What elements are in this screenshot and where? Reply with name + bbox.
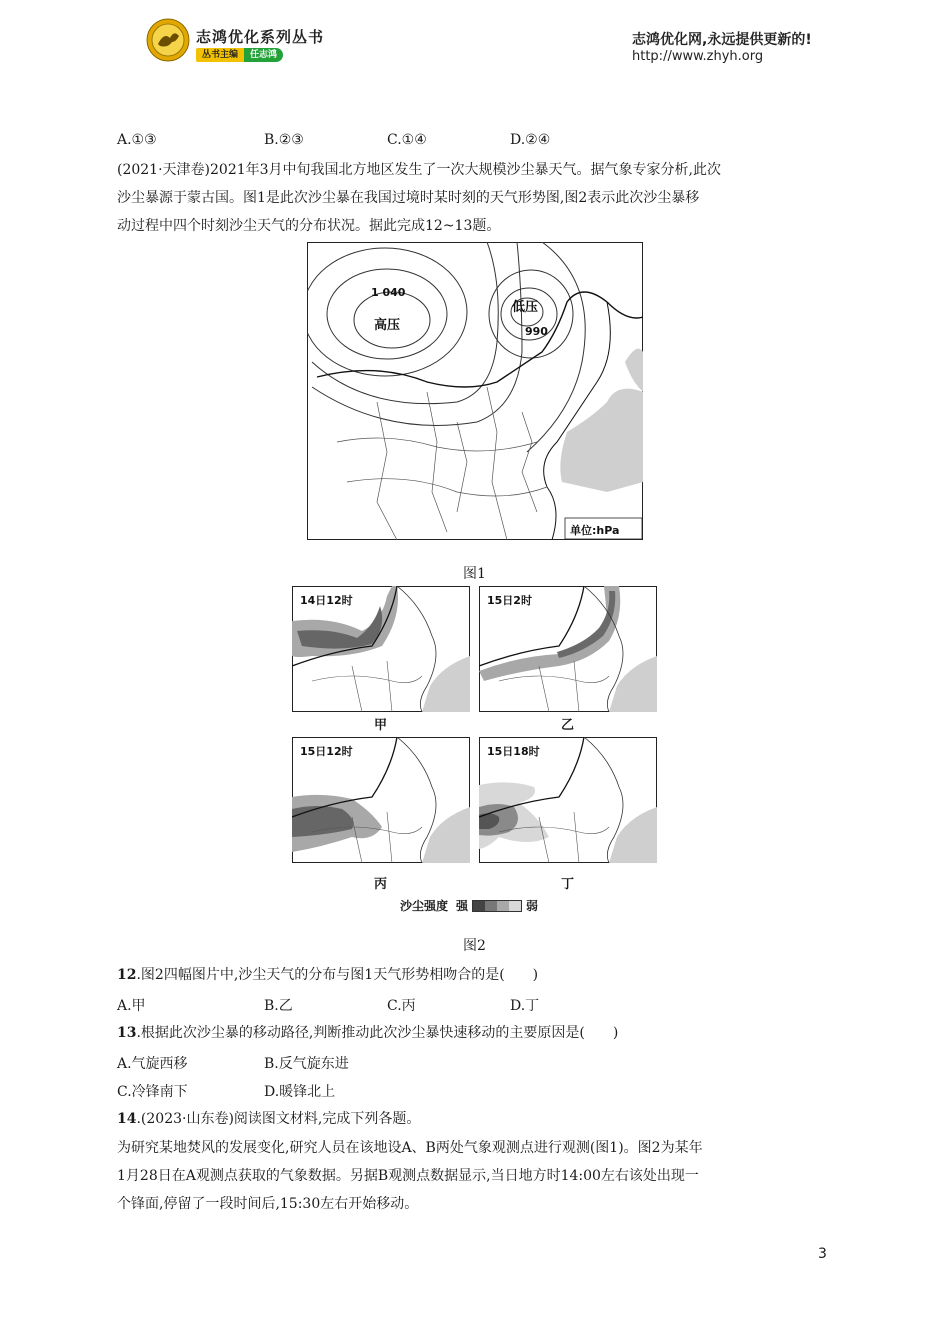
dust-intensity-legend [400,897,538,914]
isobar-990-label: 990 [525,325,548,338]
legend-title: 沙尘强度 [400,899,449,913]
q12-number: 12 [117,967,137,983]
isobar-1040-label: 1 040 [371,286,406,299]
page-number: 3 [818,1246,827,1262]
panel-bing-time: 15日12时 [300,745,353,758]
legend-strong: 强 [456,899,469,913]
q12-option-b: B.乙 [264,998,293,1014]
q13-stem [117,1023,618,1043]
panel-yi-label: 乙 [561,718,575,733]
figure2-panel-bing [292,737,470,863]
slogan: 志鸿优化网,永远提供更新的! [632,32,812,48]
publisher-logo [146,18,190,62]
q14-number: 14 [117,1111,137,1127]
figure1-weather-map [307,242,643,540]
q13-option-c: C.冷锋南下 [117,1084,188,1100]
q14-stem [117,1109,420,1129]
legend-scale [472,900,522,912]
figure1-caption: 图1 [463,566,486,582]
figure2-caption: 图2 [463,938,486,954]
q13-text: .根据此次沙尘暴的移动路径,判断推动此次沙尘暴快速移动的主要原因是( ) [136,1025,619,1041]
figure2-panel-jia [292,586,470,712]
prev-option-c: C.①④ [387,132,427,148]
q14-line-1: 为研究某地焚风的发展变化,研究人员在该地设A、B两处气象观测点进行观测(图1)。图2为某年 [117,1140,703,1156]
q12-stem [117,965,538,985]
prev-option-d: D.②④ [510,132,551,148]
unit-label: 单位:hPa [570,524,620,537]
q12-option-c: C.丙 [387,998,416,1014]
editor-bar [196,48,283,62]
q13-number: 13 [117,1025,137,1041]
q14-line-3: 个锋面,停留了一段时间后,15:30左右开始移动。 [117,1196,419,1212]
panel-jia-time: 14日12时 [300,594,353,607]
legend-swatch-2 [485,901,497,911]
q13-option-d: D.暖锋北上 [264,1084,336,1100]
intro-line-3: 动过程中四个时刻沙尘天气的分布状况。据此完成12~13题。 [117,218,501,234]
legend-swatch-3 [497,901,509,911]
intro-line-2: 沙尘暴源于蒙古国。图1是此次沙尘暴在我国过境时某时刻的天气形势图,图2表示此次沙尘暴移 [117,190,700,206]
q13-option-b: B.反气旋东进 [264,1056,349,1072]
q12-text: .图2四幅图片中,沙尘天气的分布与图1天气形势相吻合的是( ) [136,967,539,983]
low-pressure-label: 低压 [512,300,539,315]
panel-yi-time: 15日2时 [487,594,532,607]
prev-option-a: A.①③ [117,132,157,148]
panel-bing-label: 丙 [374,877,388,892]
figure2-panel-ding [479,737,657,863]
panel-jia-label: 甲 [374,718,388,733]
panel-ding-label: 丁 [561,877,575,892]
q14-text: .(2023·山东卷)阅读图文材料,完成下列各题。 [136,1111,421,1127]
q12-option-d: D.丁 [510,998,540,1014]
panel-ding-time: 15日18时 [487,745,540,758]
intro-line-1: (2021·天津卷)2021年3月中旬我国北方地区发生了一次大规模沙尘暴天气。据气象专家分析,此次 [117,162,721,178]
legend-swatch-4 [509,901,521,911]
series-title: 志鸿优化系列丛书 [196,28,325,46]
q14-line-2: 1月28日在A观测点获取的气象数据。另据B观测点数据显示,当日地方时14:00左右该处出现一 [117,1168,699,1184]
site-url[interactable]: http://www.zhyh.org [632,49,764,64]
q13-option-a: A.气旋西移 [117,1056,188,1072]
editor-role: 丛书主编 [196,48,244,62]
q12-option-a: A.甲 [117,998,146,1014]
high-pressure-label: 高压 [374,318,401,333]
prev-option-b: B.②③ [264,132,304,148]
legend-swatch-1 [473,901,485,911]
legend-weak: 弱 [526,899,539,913]
editor-name: 任志鸿 [244,48,283,62]
figure2-panel-yi [479,586,657,712]
